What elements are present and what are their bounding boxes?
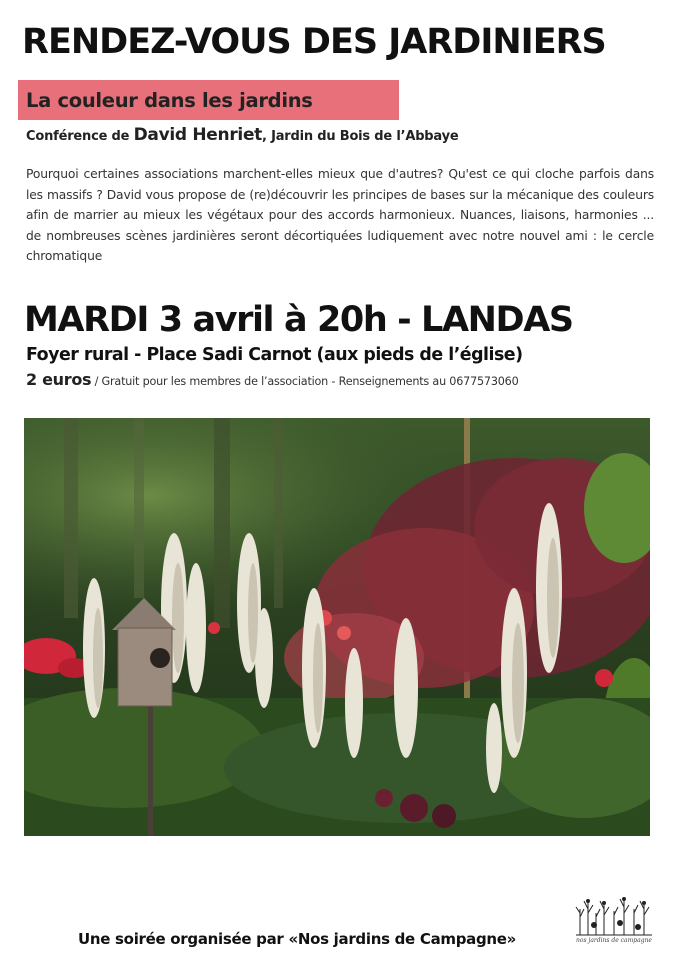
price: 2 euros <box>26 370 92 389</box>
speaker-prefix: Conférence de <box>26 129 134 144</box>
price-note: / Gratuit pour les membres de l’association - Renseignements au 0677573060 <box>91 375 519 388</box>
garden-photo <box>24 418 650 836</box>
logo-caption: nos jardins de campagne <box>576 937 652 944</box>
event-venue: Foyer rural - Place Sadi Carnot (aux pieds de l’église) <box>26 345 523 365</box>
organizer-footer: Une soirée organisée par «Nos jardins de Campagne» <box>78 930 517 948</box>
poster-title: RENDEZ-VOUS DES JARDINIERS <box>22 22 606 62</box>
garden-sketch-logo-icon <box>574 895 654 947</box>
event-date: MARDI 3 avril à 20h - LANDAS <box>24 300 573 340</box>
speaker-line <box>26 124 458 148</box>
price-line <box>26 368 519 394</box>
description-paragraph: Pourquoi certaines associations marchent-elles mieux que d'autres? Qu'est ce qui cloche parfois dans les massifs ? David vous propose de (re)découvrir les principes de bases sur la mécanique des couleurs afin de marrier au mieux les végétaux pour des accords harmonieux. Nuances, liaisons, harmonies ... de nombreuses scènes jardinières seront décortiquées ludiquement avec notre nouvel ami : le cercle chromatique <box>26 167 654 263</box>
speaker-name: David Henriet <box>133 125 263 145</box>
speaker-suffix: , Jardin du Bois de l’Abbaye <box>262 129 459 144</box>
conference-title: La couleur dans les jardins <box>26 89 313 112</box>
